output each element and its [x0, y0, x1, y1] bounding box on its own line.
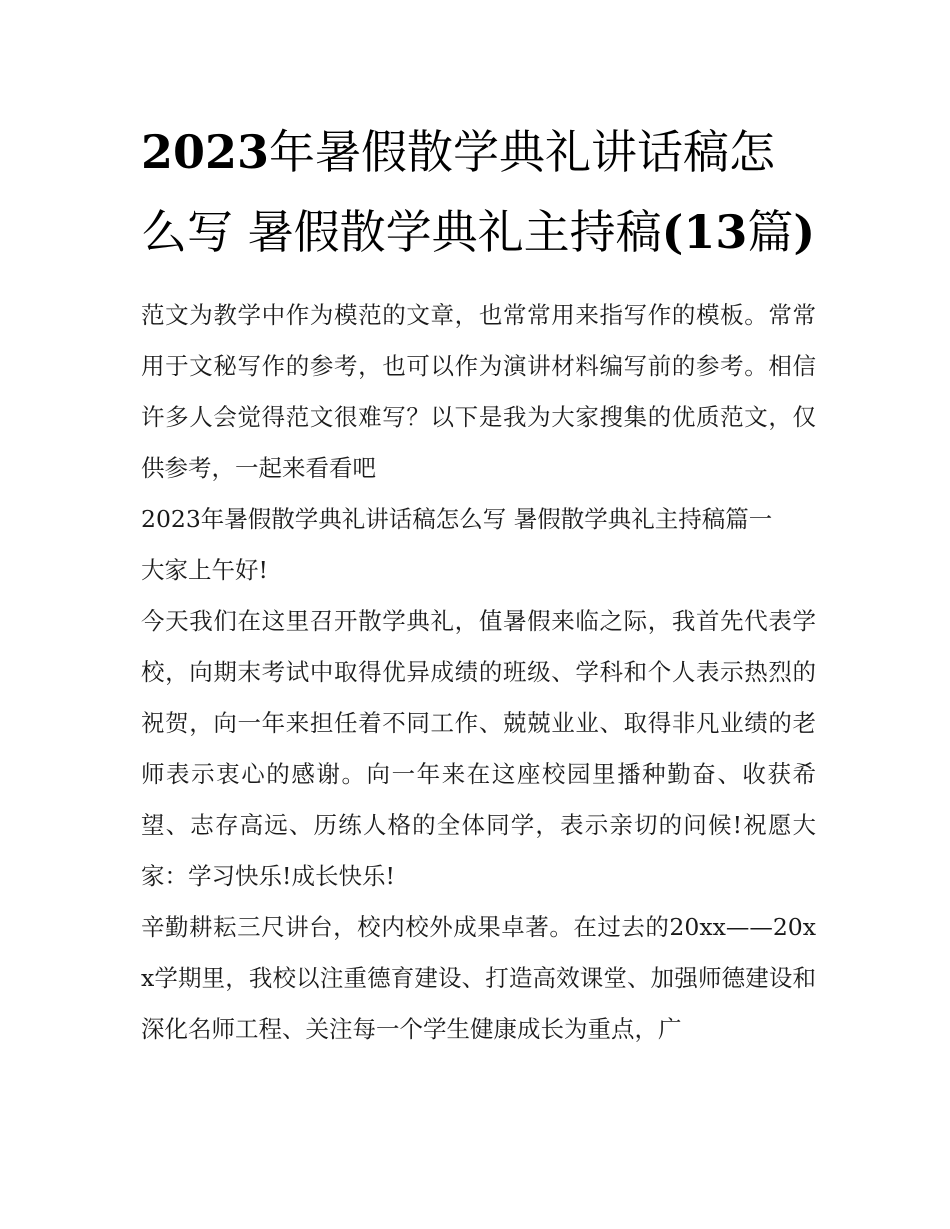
greeting-paragraph: 大家上午好!: [141, 556, 268, 584]
document-title: 2023年暑假散学典礼讲话稿怎么写 暑假散学典礼主持稿(13篇): [141, 125, 816, 259]
body-paragraph: 辛勤耕耘三尺讲台，校内校外成果卓著。在过去的20xx——20xx学期里，我校以注重德育建设、打造高效课堂、加强师德建设和深化名师工程、关注每一个学生健康成长为重点，广: [141, 913, 816, 1043]
intro-paragraph: 范文为教学中作为模范的文章，也常常用来指写作的模板。常常用于文秘写作的参考，也可以作为演讲材料编写前的参考。相信许多人会觉得范文很难写？以下是我为大家搜集的优质范文，仅供参考，一起来看看吧: [141, 301, 816, 482]
section-heading: 2023年暑假散学典礼讲话稿怎么写 暑假散学典礼主持稿篇一: [141, 505, 773, 533]
body-paragraph: 今天我们在这里召开散学典礼，值暑假来临之际，我首先代表学校，向期末考试中取得优异成绩的班级、学科和个人表示热烈的祝贺，向一年来担任着不同工作、兢兢业业、取得非凡业绩的老师表示衷心的感谢。向一年来在这座校园里播种勤奋、收获希望、志存高远、历练人格的全体同学，表示亲切的问候!祝愿大家：学习快乐!成长快乐!: [141, 607, 816, 890]
